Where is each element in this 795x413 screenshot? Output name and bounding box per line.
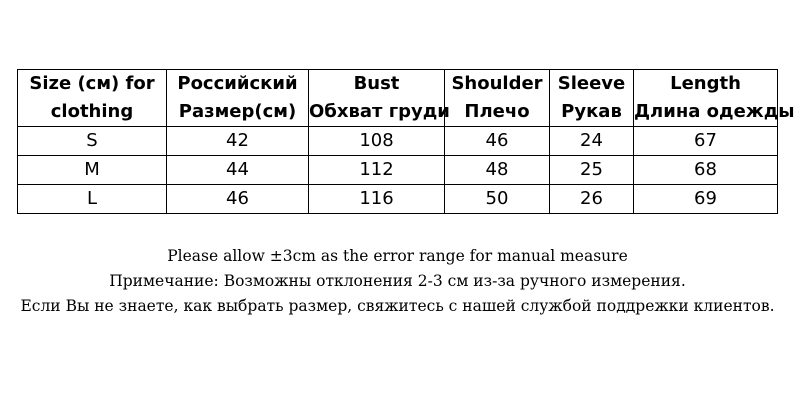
header-bust-line2: Обхват груди: [309, 101, 450, 122]
header-sleeve-line1: Sleeve: [557, 73, 626, 94]
header-size-line2: clothing: [50, 101, 134, 122]
header-length-line2: Длина одежды: [634, 101, 795, 122]
header-row: [18, 70, 778, 127]
header-bust-line1: Bust: [353, 73, 400, 94]
table-cell: L: [18, 185, 167, 214]
note-error-range-en: Please allow ±3cm as the error range for manual measure: [167, 247, 628, 265]
table-cell: 24: [550, 127, 634, 156]
table-cell: 108: [309, 127, 445, 156]
header-size-line1: Size (см) for: [29, 73, 155, 94]
table-cell: M: [18, 156, 167, 185]
table-cell: 112: [309, 156, 445, 185]
table-cell: 44: [167, 156, 309, 185]
table-row: [18, 185, 778, 214]
table-cell: 50: [445, 185, 550, 214]
size-chart-table: [17, 69, 795, 214]
table-row: [18, 156, 778, 185]
header-bust: [309, 70, 450, 127]
header-sleeve-line2: Рукав: [561, 101, 622, 122]
header-russian-size-line1: Российский: [177, 73, 298, 94]
table-cell: 42: [167, 127, 309, 156]
header-size: [18, 70, 167, 127]
header-sleeve: [550, 70, 634, 127]
table-cell: 48: [445, 156, 550, 185]
table-cell: 26: [550, 185, 634, 214]
note-error-range-ru: Примечание: Возможны отклонения 2-3 см из-за ручного измерения.: [109, 272, 686, 290]
table-cell: 46: [445, 127, 550, 156]
table-cell: 116: [309, 185, 445, 214]
note-support-contact-ru: Если Вы не знаете, как выбрать размер, свяжитесь с нашей службой поддрежки клиентов.: [20, 297, 775, 315]
header-length: [634, 70, 795, 127]
header-russian-size-line2: Размер(см): [178, 101, 297, 122]
header-shoulder-line1: Shoulder: [451, 73, 543, 94]
table-cell: 25: [550, 156, 634, 185]
measurement-notes: [0, 244, 795, 319]
table-cell: 69: [634, 185, 778, 214]
table-cell: 46: [167, 185, 309, 214]
table-cell: 67: [634, 127, 778, 156]
table-cell: 68: [634, 156, 778, 185]
table-cell: S: [18, 127, 167, 156]
header-shoulder: [445, 70, 550, 127]
header-russian-size: [167, 70, 309, 127]
table-row: [18, 127, 778, 156]
header-shoulder-line2: Плечо: [464, 101, 530, 122]
header-length-line1: Length: [670, 73, 741, 94]
